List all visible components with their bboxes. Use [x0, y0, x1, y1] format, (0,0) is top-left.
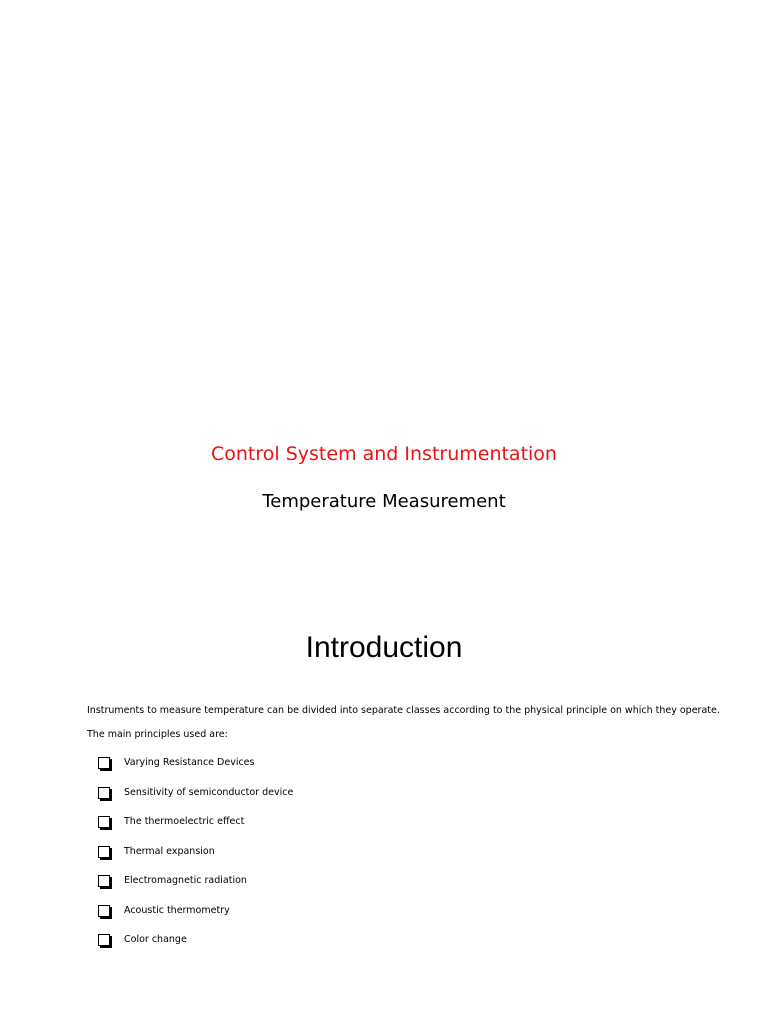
- checkbox-icon: [98, 787, 110, 799]
- checkbox-icon: [98, 934, 110, 946]
- list-item: [98, 756, 293, 786]
- list-item: [98, 874, 293, 904]
- list-item: [98, 815, 293, 845]
- intro-paragraph: Instruments to measure temperature can be divided into separate classes according to the physical principle on which they operate.: [87, 705, 720, 716]
- list-item-label: Color change: [124, 934, 187, 945]
- document-title: Control System and Instrumentation: [211, 443, 557, 465]
- checkbox-icon: [98, 846, 110, 858]
- list-item: [98, 786, 293, 816]
- list-item-label: Acoustic thermometry: [124, 904, 230, 916]
- checkbox-icon: [98, 905, 110, 917]
- list-item: [98, 845, 293, 875]
- section-heading: Introduction: [305, 631, 463, 664]
- list-item: [98, 904, 293, 934]
- list-item-label: Electromagnetic radiation: [124, 875, 247, 886]
- list-item-label: Sensitivity of semiconductor device: [124, 786, 294, 798]
- list-item-label: Varying Resistance Devices: [124, 757, 255, 768]
- list-item-label: The thermoelectric effect: [124, 816, 245, 827]
- list-item-label: Thermal expansion: [124, 845, 215, 857]
- principles-list: [98, 756, 293, 963]
- document-subtitle: Temperature Measurement: [262, 491, 506, 512]
- principles-intro: The main principles used are:: [87, 729, 228, 740]
- checkbox-icon: [98, 757, 110, 769]
- list-item: [98, 933, 293, 963]
- checkbox-icon: [98, 875, 110, 887]
- checkbox-icon: [98, 816, 110, 828]
